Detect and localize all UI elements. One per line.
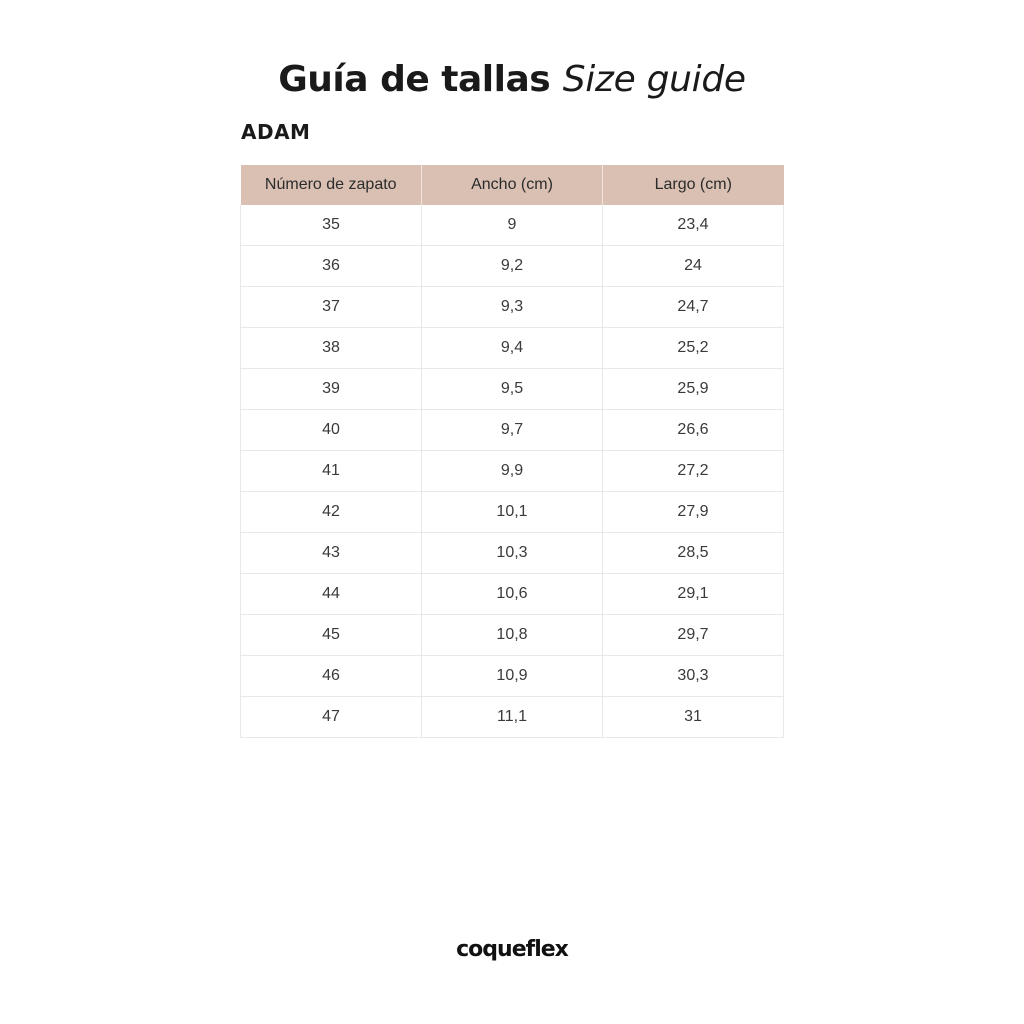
table-row: [241, 615, 784, 656]
cell-shoe-size: 41: [241, 451, 422, 492]
cell-shoe-size: 38: [241, 328, 422, 369]
cell-shoe-size: 35: [241, 205, 422, 246]
cell-width: 9,7: [422, 410, 603, 451]
cell-shoe-size: 40: [241, 410, 422, 451]
cell-width: 10,1: [422, 492, 603, 533]
size-table: [240, 165, 784, 738]
table-row: [241, 246, 784, 287]
table-row: [241, 205, 784, 246]
table-row: [241, 574, 784, 615]
page-title: [0, 58, 1024, 102]
table-row: [241, 410, 784, 451]
cell-shoe-size: 42: [241, 492, 422, 533]
table-row: [241, 656, 784, 697]
cell-width: 10,6: [422, 574, 603, 615]
size-table-body: [241, 205, 784, 738]
cell-length: 29,7: [603, 615, 784, 656]
column-header-width: Ancho (cm): [422, 165, 603, 205]
cell-shoe-size: 39: [241, 369, 422, 410]
table-row: [241, 451, 784, 492]
cell-length: 25,9: [603, 369, 784, 410]
title-spanish: Guía de tallas: [278, 59, 551, 101]
column-header-length: Largo (cm): [603, 165, 784, 205]
cell-length: 29,1: [603, 574, 784, 615]
table-row: [241, 328, 784, 369]
size-table-header: [241, 165, 784, 205]
brand-logo: coqueflex: [456, 937, 568, 962]
cell-length: 27,9: [603, 492, 784, 533]
cell-shoe-size: 36: [241, 246, 422, 287]
cell-width: 10,3: [422, 533, 603, 574]
cell-width: 9,9: [422, 451, 603, 492]
column-header-shoe-size: Número de zapato: [241, 165, 422, 205]
cell-width: 10,8: [422, 615, 603, 656]
table-row: [241, 533, 784, 574]
product-name: ADAM: [241, 120, 311, 144]
cell-shoe-size: 45: [241, 615, 422, 656]
table-row: [241, 287, 784, 328]
cell-length: 28,5: [603, 533, 784, 574]
table-row: [241, 492, 784, 533]
cell-length: 24: [603, 246, 784, 287]
cell-shoe-size: 44: [241, 574, 422, 615]
title-english: Size guide: [562, 59, 746, 101]
cell-length: 27,2: [603, 451, 784, 492]
cell-length: 30,3: [603, 656, 784, 697]
cell-width: 9,2: [422, 246, 603, 287]
cell-shoe-size: 47: [241, 697, 422, 738]
cell-width: 11,1: [422, 697, 603, 738]
cell-length: 26,6: [603, 410, 784, 451]
cell-width: 9,4: [422, 328, 603, 369]
cell-length: 25,2: [603, 328, 784, 369]
cell-shoe-size: 43: [241, 533, 422, 574]
cell-width: 10,9: [422, 656, 603, 697]
cell-shoe-size: 37: [241, 287, 422, 328]
cell-length: 23,4: [603, 205, 784, 246]
cell-width: 9,5: [422, 369, 603, 410]
table-row: [241, 697, 784, 738]
cell-length: 31: [603, 697, 784, 738]
cell-width: 9,3: [422, 287, 603, 328]
cell-length: 24,7: [603, 287, 784, 328]
header-row: [241, 165, 784, 205]
cell-width: 9: [422, 205, 603, 246]
cell-shoe-size: 46: [241, 656, 422, 697]
table-row: [241, 369, 784, 410]
